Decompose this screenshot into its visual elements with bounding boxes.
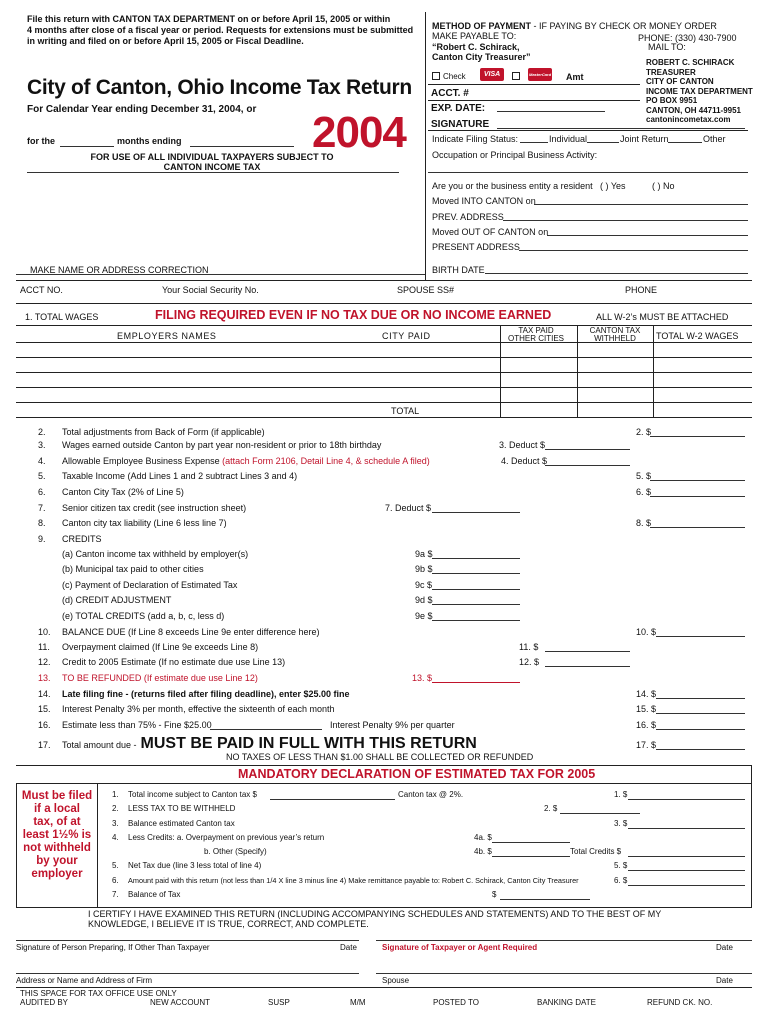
present-address-label: PRESENT ADDRESS (432, 242, 520, 252)
line-13-amount-label: 13. $ (412, 673, 433, 683)
resident-yes[interactable]: ( ) Yes (600, 181, 626, 191)
estimate-2-amount-label: 2. $ (544, 804, 558, 813)
birth-date-label: BIRTH DATE (432, 265, 485, 275)
date-label-3: Date (716, 976, 733, 985)
estimate-6-label: Amount paid with this return (not less than 1/4 X line 3 minus line 4) Make remittance payable to: Robert C. Schirack, Canton City Treasurer (128, 876, 579, 885)
line-2-label: Total adjustments from Back of Form (if applicable) (62, 427, 265, 437)
line-number: 11. (38, 642, 50, 652)
line-16-fine-field[interactable] (210, 729, 322, 730)
line-9c-amount-field[interactable] (432, 589, 520, 590)
estimate-5-amount-field[interactable] (628, 870, 745, 871)
phone-label: PHONE (625, 285, 658, 295)
line-number: 13. (38, 673, 51, 683)
signature-label: SIGNATURE (431, 119, 490, 130)
preparer-signature-field[interactable] (16, 940, 359, 941)
line-9e-label: (e) TOTAL CREDITS (add a, b, c, less d) (62, 611, 225, 621)
header-divider (425, 12, 426, 280)
line-9a-amount-label: 9a $ (415, 549, 433, 559)
amt-label: Amt (566, 72, 584, 82)
line-12-amount-field[interactable] (545, 666, 630, 667)
line-16-amount-label: 16. $ (636, 720, 657, 730)
col-city-paid: CITY PAID (382, 331, 431, 341)
months-ending-field[interactable] (190, 146, 294, 147)
estimate-5-amount-label: 5. $ (614, 861, 628, 870)
audited-by: AUDITED BY (20, 998, 69, 1007)
resident-question: Are you or the business entity a resident (432, 181, 593, 191)
line-number: 17. (38, 740, 51, 750)
for-the-label: for the (27, 136, 55, 146)
line-number: 2. (38, 427, 46, 437)
taxpayer-signature-label: Signature of Taxpayer or Agent Required (382, 943, 538, 952)
preparer-signature-label: Signature of Person Preparing, If Other Than Taxpayer (16, 943, 210, 952)
posted-to: POSTED TO (433, 998, 479, 1007)
col-total-w2: TOTAL W-2 WAGES (656, 331, 739, 341)
estimate-title: MANDATORY DECLARATION OF ESTIMATED TAX FOR 2005 (238, 767, 596, 781)
form-year: 2004 (312, 108, 406, 157)
moved-out-label: Moved OUT OF CANTON on (432, 227, 549, 237)
filing-required-banner: FILING REQUIRED EVEN IF NO TAX DUE OR NO INCOME EARNED (155, 308, 552, 322)
check-label: Check (443, 72, 466, 81)
line-number: 7. (38, 503, 46, 513)
line-6-amount-field[interactable] (650, 496, 745, 497)
estimate-line-number: 1. (112, 790, 119, 799)
susp: SUSP (268, 998, 290, 1007)
spouse-signature-field[interactable] (376, 973, 752, 974)
line-5-amount-field[interactable] (650, 480, 745, 481)
line-13-amount-field[interactable] (432, 682, 520, 683)
prev-address-label: PREV. ADDRESS (432, 212, 504, 222)
form-title: City of Canton, Ohio Income Tax Return (27, 76, 412, 99)
line-3-label: Wages earned outside Canton by part year non-resident or prior to 18th birthday (62, 440, 382, 450)
estimate-7-amount-field[interactable] (500, 899, 590, 900)
refund-ck-no: REFUND CK. NO. (647, 998, 713, 1007)
estimate-income-field[interactable] (270, 799, 395, 800)
must-pay-banner: MUST BE PAID IN FULL WITH THIS RETURN (140, 735, 477, 752)
estimate-3-amount-field[interactable] (628, 828, 745, 829)
line-10-amount-field[interactable] (656, 636, 745, 637)
line-13-label: TO BE REFUNDED (If estimate due use Line 12) (62, 673, 258, 683)
estimate-total-credits-field[interactable] (628, 856, 745, 857)
exp-date-field[interactable] (497, 111, 605, 112)
filing-status-label: Indicate Filing Status: (432, 134, 519, 144)
mastercard-icon: MasterCard (528, 68, 552, 81)
line-17-amount-label: 17. $ (636, 740, 657, 750)
line-11-amount-field[interactable] (545, 651, 630, 652)
w2-notice: ALL W-2’s MUST BE ATTACHED (596, 312, 729, 322)
estimate-4b-amount-label: 4b. $ (474, 847, 492, 856)
line-12-label: Credit to 2005 Estimate (If no estimate due use Line 13) (62, 657, 286, 667)
status-joint-field[interactable] (587, 142, 619, 143)
date-label-2: Date (716, 943, 733, 952)
new-account: NEW ACCOUNT (150, 998, 210, 1007)
moved-into-field[interactable] (534, 204, 748, 205)
line-4-label (62, 456, 430, 466)
line-16-label: Estimate less than 75% - Fine $25.00 (62, 720, 212, 730)
occupation-label: Occupation or Principal Business Activity: (432, 150, 598, 160)
acct-no-label: ACCT NO. (20, 285, 63, 295)
estimate-7-amount-label: $ (492, 890, 497, 899)
line-8-label: Canton city tax liability (Line 6 less line 7) (62, 518, 227, 528)
line-2-amount-field[interactable] (650, 436, 745, 437)
line-7-label: Senior citizen tax credit (see instruction sheet) (62, 503, 247, 513)
status-individual-field[interactable] (520, 142, 548, 143)
estimate-4b-label: b. Other (Specify) (204, 847, 267, 856)
line-9-label: CREDITS (62, 534, 102, 544)
estimate-3-label: Balance estimated Canton tax (128, 819, 235, 828)
months-field[interactable] (60, 146, 114, 147)
line-14-amount-field[interactable] (656, 698, 745, 699)
wage-row[interactable] (16, 387, 752, 388)
estimate-1-amount-field[interactable] (628, 799, 745, 800)
line-2-amount-label: 2. $ (636, 427, 652, 437)
exp-date-label: EXP. DATE: (431, 103, 486, 114)
line-number: 15. (38, 704, 51, 714)
line-4-amount-label: 4. Deduct $ (501, 456, 548, 466)
mastercard-checkbox[interactable] (512, 72, 520, 80)
line-6-label: Canton City Tax (2% of Line 5) (62, 487, 184, 497)
estimate-3-amount-label: 3. $ (614, 819, 628, 828)
mailing-address: ROBERT C. SCHIRACK TREASURER CITY OF CANTON INCOME TAX DEPARTMENT PO BOX 9951 CANTON, OH 44711-9951 cantonincometax.com (646, 58, 753, 124)
present-address-field[interactable] (519, 250, 748, 251)
estimate-line-number: 5. (112, 861, 119, 870)
line-16-amount-field[interactable] (656, 729, 745, 730)
firm-address-field[interactable] (16, 973, 359, 974)
wage-row[interactable] (16, 357, 752, 358)
line-9a-amount-field[interactable] (432, 558, 520, 559)
line-11-amount-label: 11. $ (519, 642, 539, 652)
line-8-amount-field[interactable] (650, 527, 745, 528)
line-12-amount-label: 12. $ (519, 657, 540, 667)
acct-label: ACCT. # (431, 88, 469, 99)
line-17-text: Total amount due - (62, 740, 137, 750)
col-tax-paid-other: TAX PAID OTHER CITIES (507, 326, 564, 343)
moved-out-field[interactable] (547, 235, 748, 236)
total-wages-label: 1. TOTAL WAGES (25, 312, 99, 322)
occupation-field[interactable] (428, 172, 748, 173)
col-canton-withheld: CANTON TAX WITHHELD (589, 326, 641, 343)
line-3-amount-field[interactable] (545, 449, 630, 450)
mm: M/M (350, 998, 366, 1007)
name-correction-label: MAKE NAME OR ADDRESS CORRECTION (30, 265, 209, 275)
check-checkbox[interactable] (432, 72, 440, 80)
line-15-amount-field[interactable] (656, 713, 745, 714)
form-subtitle: For Calendar Year ending December 31, 2004, or (27, 104, 257, 115)
estimate-side-note: Must be filed if a local tax, of at least 1½% is not withheld by your employer (21, 790, 93, 880)
estimate-line-number: 4. (112, 833, 119, 842)
banking-date: BANKING DATE (537, 998, 596, 1007)
status-other-field[interactable] (668, 142, 702, 143)
line-5-amount-label: 5. $ (636, 471, 652, 481)
months-ending-label: months ending (117, 136, 182, 146)
line-10-label: BALANCE DUE (If Line 8 exceeds Line 9e enter difference here) (62, 627, 320, 637)
line-7-amount-field[interactable] (432, 512, 520, 513)
line-9c-amount-label: 9c $ (415, 580, 433, 590)
line-number: 3. (38, 440, 46, 450)
payable-label: MAKE PAYABLE TO: (432, 31, 517, 41)
wage-row[interactable] (16, 402, 752, 403)
line-number: 14. (38, 689, 51, 699)
moved-into-label: Moved INTO CANTON on (432, 196, 536, 206)
estimate-line-number: 3. (112, 819, 119, 828)
line-9d-amount-label: 9d $ (415, 595, 433, 605)
line-9c-label: (c) Payment of Declaration of Estimated Tax (62, 580, 238, 590)
line-9b-label: (b) Municipal tax paid to other cities (62, 564, 204, 574)
estimate-2-amount-field[interactable] (560, 813, 640, 814)
estimate-7-label: Balance of Tax (128, 890, 181, 899)
line-number: 6. (38, 487, 46, 497)
estimate-line-number: 2. (112, 804, 119, 813)
status-individual: Individual (549, 134, 588, 144)
line-15-label: Interest Penalty 3% per month, effective the sixteenth of each month (62, 704, 335, 714)
estimate-4-amount-label: 4a. $ (474, 833, 492, 842)
line-number: 8. (38, 518, 46, 528)
taxpayer-signature-field[interactable] (376, 940, 752, 941)
estimate-4-label: Less Credits: a. Overpayment on previous year’s return (128, 833, 325, 842)
line-14-label: Late filing fine - (returns filed after filing deadline), enter $25.00 fine (62, 689, 350, 699)
card-signature-field[interactable] (497, 128, 745, 129)
status-joint: Joint Return (620, 134, 669, 144)
wage-row[interactable] (16, 372, 752, 373)
line-3-amount-label: 3. Deduct $ (499, 440, 546, 450)
certification: I CERTIFY I HAVE EXAMINED THIS RETURN (INCLUDING ACCOMPANYING SCHEDULES AND STATEMENTS) AND TO THE BEST OF MY KNOWLEDGE, I BELIEVE IT IS TRUE, CORRECT, AND COMPLETE. (88, 909, 662, 929)
phone-number: PHONE: (330) 430-7900 (638, 33, 737, 43)
estimate-line-number: 6. (112, 876, 119, 885)
filing-instructions: File this return with CANTON TAX DEPARTMENT on or before April 15, 2005 or within 4 months after close of a fiscal year or period. Requests for extensions must be submitted in writing and filed on or before April 15, 2005 or Fiscal Deadline. (27, 14, 414, 46)
col-employers: EMPLOYERS NAMES (117, 331, 217, 341)
estimate-1m-label: Canton tax @ 2%. (398, 790, 464, 799)
status-other: Other (703, 134, 726, 144)
date-label-1: Date (340, 943, 357, 952)
spouse-ssn-label: SPOUSE SS# (397, 285, 455, 295)
line-17-label (62, 735, 477, 753)
line-9b-amount-field[interactable] (432, 573, 520, 574)
line-11-label: Overpayment claimed (If Line 9e exceeds Line 8) (62, 642, 259, 652)
line-7-amount-label: 7. Deduct $ (385, 503, 432, 513)
line-16-interest: Interest Penalty 9% per quarter (330, 720, 455, 730)
visa-icon: VISA (480, 68, 504, 81)
line-10-amount-label: 10. $ (636, 627, 657, 637)
line-number: 12. (38, 657, 51, 667)
office-use-label: THIS SPACE FOR TAX OFFICE USE ONLY (20, 989, 177, 998)
line-8-amount-label: 8. $ (636, 518, 652, 528)
line-4-amount-field[interactable] (545, 465, 630, 466)
mail-to-label: MAIL TO: (648, 42, 686, 52)
spouse-label: Spouse (382, 976, 410, 985)
line-9b-amount-label: 9b $ (415, 564, 433, 574)
estimate-6-amount-field[interactable] (628, 885, 745, 886)
line-17-amount-field[interactable] (656, 749, 745, 750)
estimate-5-label: Net Tax due (line 3 less total of line 4) (128, 861, 262, 870)
line-9d-amount-field[interactable] (432, 604, 520, 605)
line-15-amount-label: 15. $ (636, 704, 657, 714)
estimate-4b-amount-field[interactable] (492, 856, 570, 857)
birth-date-field[interactable] (485, 273, 748, 274)
line-number: 9. (38, 534, 46, 544)
line-number: 10. (38, 627, 51, 637)
estimate-2-label: LESS TAX TO BE WITHHELD (128, 804, 236, 813)
line-6-amount-label: 6. $ (636, 487, 652, 497)
line-number: 16. (38, 720, 51, 730)
wages-total-label: TOTAL (391, 406, 420, 416)
line-9a-label: (a) Canton income tax withheld by employer(s) (62, 549, 249, 559)
line-9d-label: (d) CREDIT ADJUSTMENT (62, 595, 172, 605)
line-4-note: (attach Form 2106, Detail Line 4, & schedule A filed) (222, 456, 430, 466)
line-9e-amount-label: 9e $ (415, 611, 433, 621)
line-5-label: Taxable Income (Add Lines 1 and 2 subtract Lines 3 and 4) (62, 471, 298, 481)
estimate-line-number: 7. (112, 890, 119, 899)
line-number: 4. (38, 456, 46, 466)
estimate-4t-label: Total Credits $ (570, 847, 622, 856)
line-9e-amount-field[interactable] (432, 620, 520, 621)
line-number: 5. (38, 471, 46, 481)
ssn-label: Your Social Security No. (162, 285, 259, 295)
estimate-1-label: Total income subject to Canton tax $ (128, 790, 257, 799)
line-4-text: Allowable Employee Business Expense (62, 456, 223, 466)
line-14-amount-label: 14. $ (636, 689, 657, 699)
payment-method: METHOD OF PAYMENT - IF PAYING BY CHECK OR MONEY ORDER (432, 21, 717, 31)
resident-no[interactable]: ( ) No (652, 181, 675, 191)
use-notice: FOR USE OF ALL INDIVIDUAL TAXPAYERS SUBJECT TO CANTON INCOME TAX (90, 152, 334, 172)
estimate-6-amount-label: 6. $ (614, 876, 628, 885)
prev-address-field[interactable] (503, 220, 748, 221)
payee: “Robert C. Schirack, Canton City Treasurer” (432, 42, 531, 62)
estimate-4-amount-field[interactable] (492, 842, 570, 843)
estimate-1-amount-label: 1. $ (614, 790, 628, 799)
firm-address-label: Address or Name and Address of Firm (16, 976, 153, 985)
no-taxes-notice: NO TAXES OF LESS THAN $1.00 SHALL BE COLLECTED OR REFUNDED (226, 752, 534, 762)
